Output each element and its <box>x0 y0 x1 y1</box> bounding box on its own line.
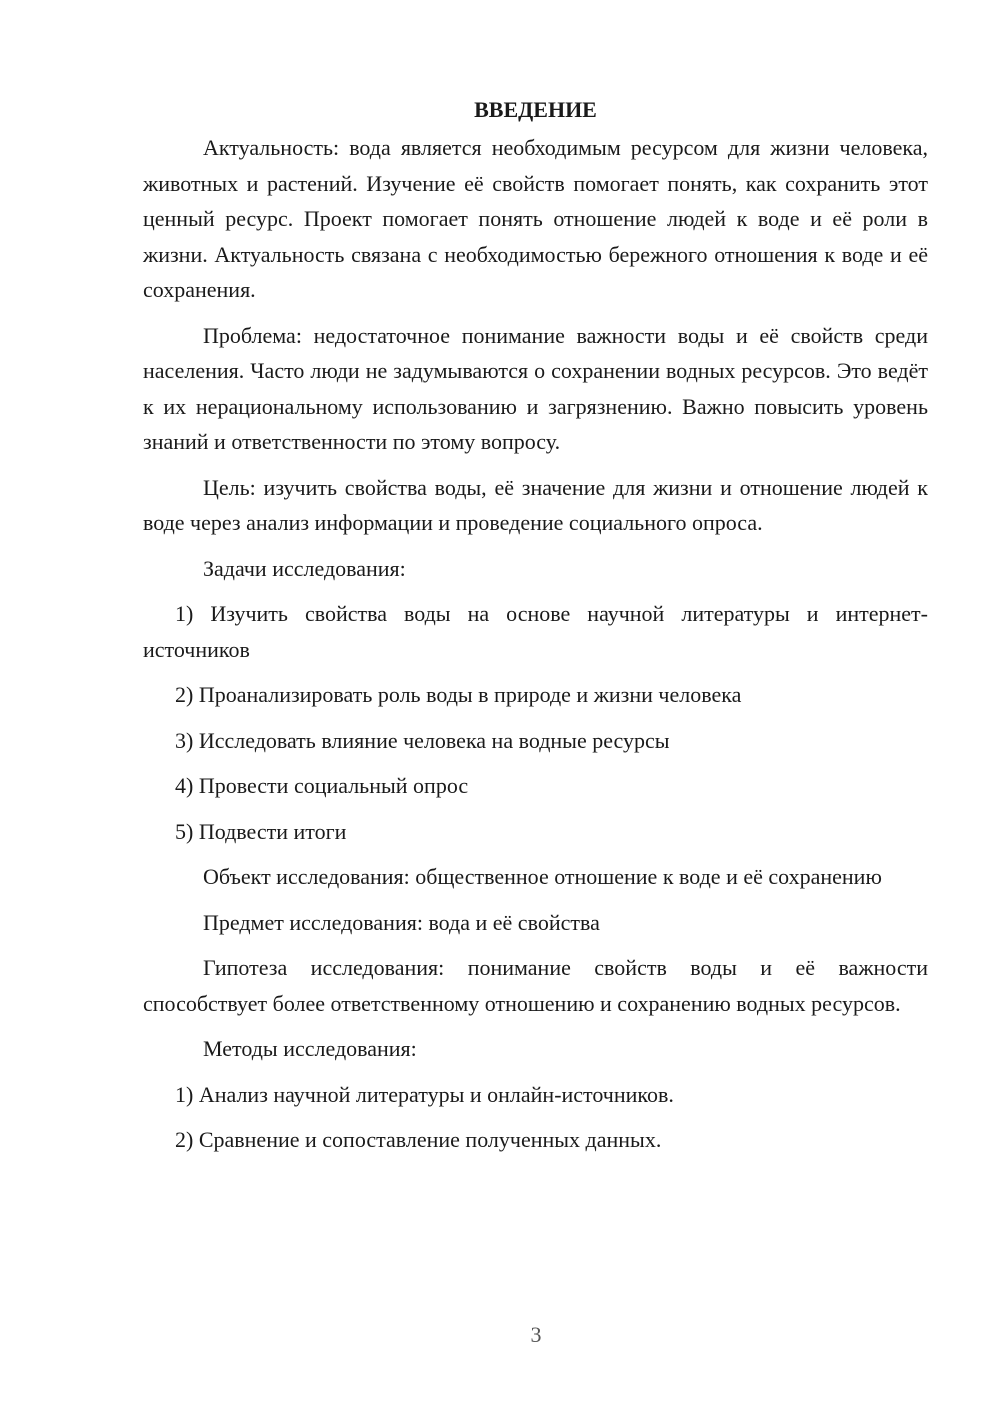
paragraph-goal: Цель: изучить свойства воды, её значение для жизни и отношение людей к воде через анализ информации и проведение социального опроса. <box>143 474 928 535</box>
task-item-1: 1) Изучить свойства воды на основе научной литературы и интернет-источников <box>143 601 928 662</box>
task-item-3: 3) Исследовать влияние человека на водные ресурсы <box>175 727 670 753</box>
method-item-1: 1) Анализ научной литературы и онлайн-источников. <box>175 1081 674 1107</box>
document-page <box>143 92 928 1168</box>
paragraph-object: Объект исследования: общественное отношение к воде и её сохранению <box>203 864 882 889</box>
task-item-5: 5) Подвести итоги <box>175 818 347 844</box>
paragraph-hypothesis: Гипотеза исследования: понимание свойств воды и её важности способствует более ответственному отношению и сохранению водных ресурсов. <box>143 955 928 1016</box>
task-item-2: 2) Проанализировать роль воды в природе и жизни человека <box>175 682 742 707</box>
section-heading: ВВЕДЕНИЕ <box>474 97 597 122</box>
paragraph-relevance: Актуальность: вода является необходимым ресурсом для жизни человека, животных и растений. Изучение её свойств помогает понять, как сохранить этот ценный ресурс. Проект помогает понять отношение людей к воде и её роли в жизни. Актуальность связана с необходимостью бережного отношения к воде и её сохранения. <box>143 135 928 302</box>
page-number: 3 <box>530 1322 542 1347</box>
method-item-2: 2) Сравнение и сопоставление полученных данных. <box>175 1127 662 1152</box>
paragraph-problem: Проблема: недостаточное понимание важности воды и её свойств среди населения. Часто люди не задумываются о сохранении водных ресурсов. Это ведёт к их нерациональному использованию и загрязнению. Важно повысить уровень знаний и ответственности по этому вопросу. <box>143 322 928 454</box>
task-item-4: 4) Провести социальный опрос <box>175 773 469 798</box>
paragraph-subject: Предмет исследования: вода и её свойства <box>203 909 600 935</box>
methods-heading: Методы исследования: <box>203 1036 417 1061</box>
tasks-heading: Задачи исследования: <box>203 555 406 581</box>
